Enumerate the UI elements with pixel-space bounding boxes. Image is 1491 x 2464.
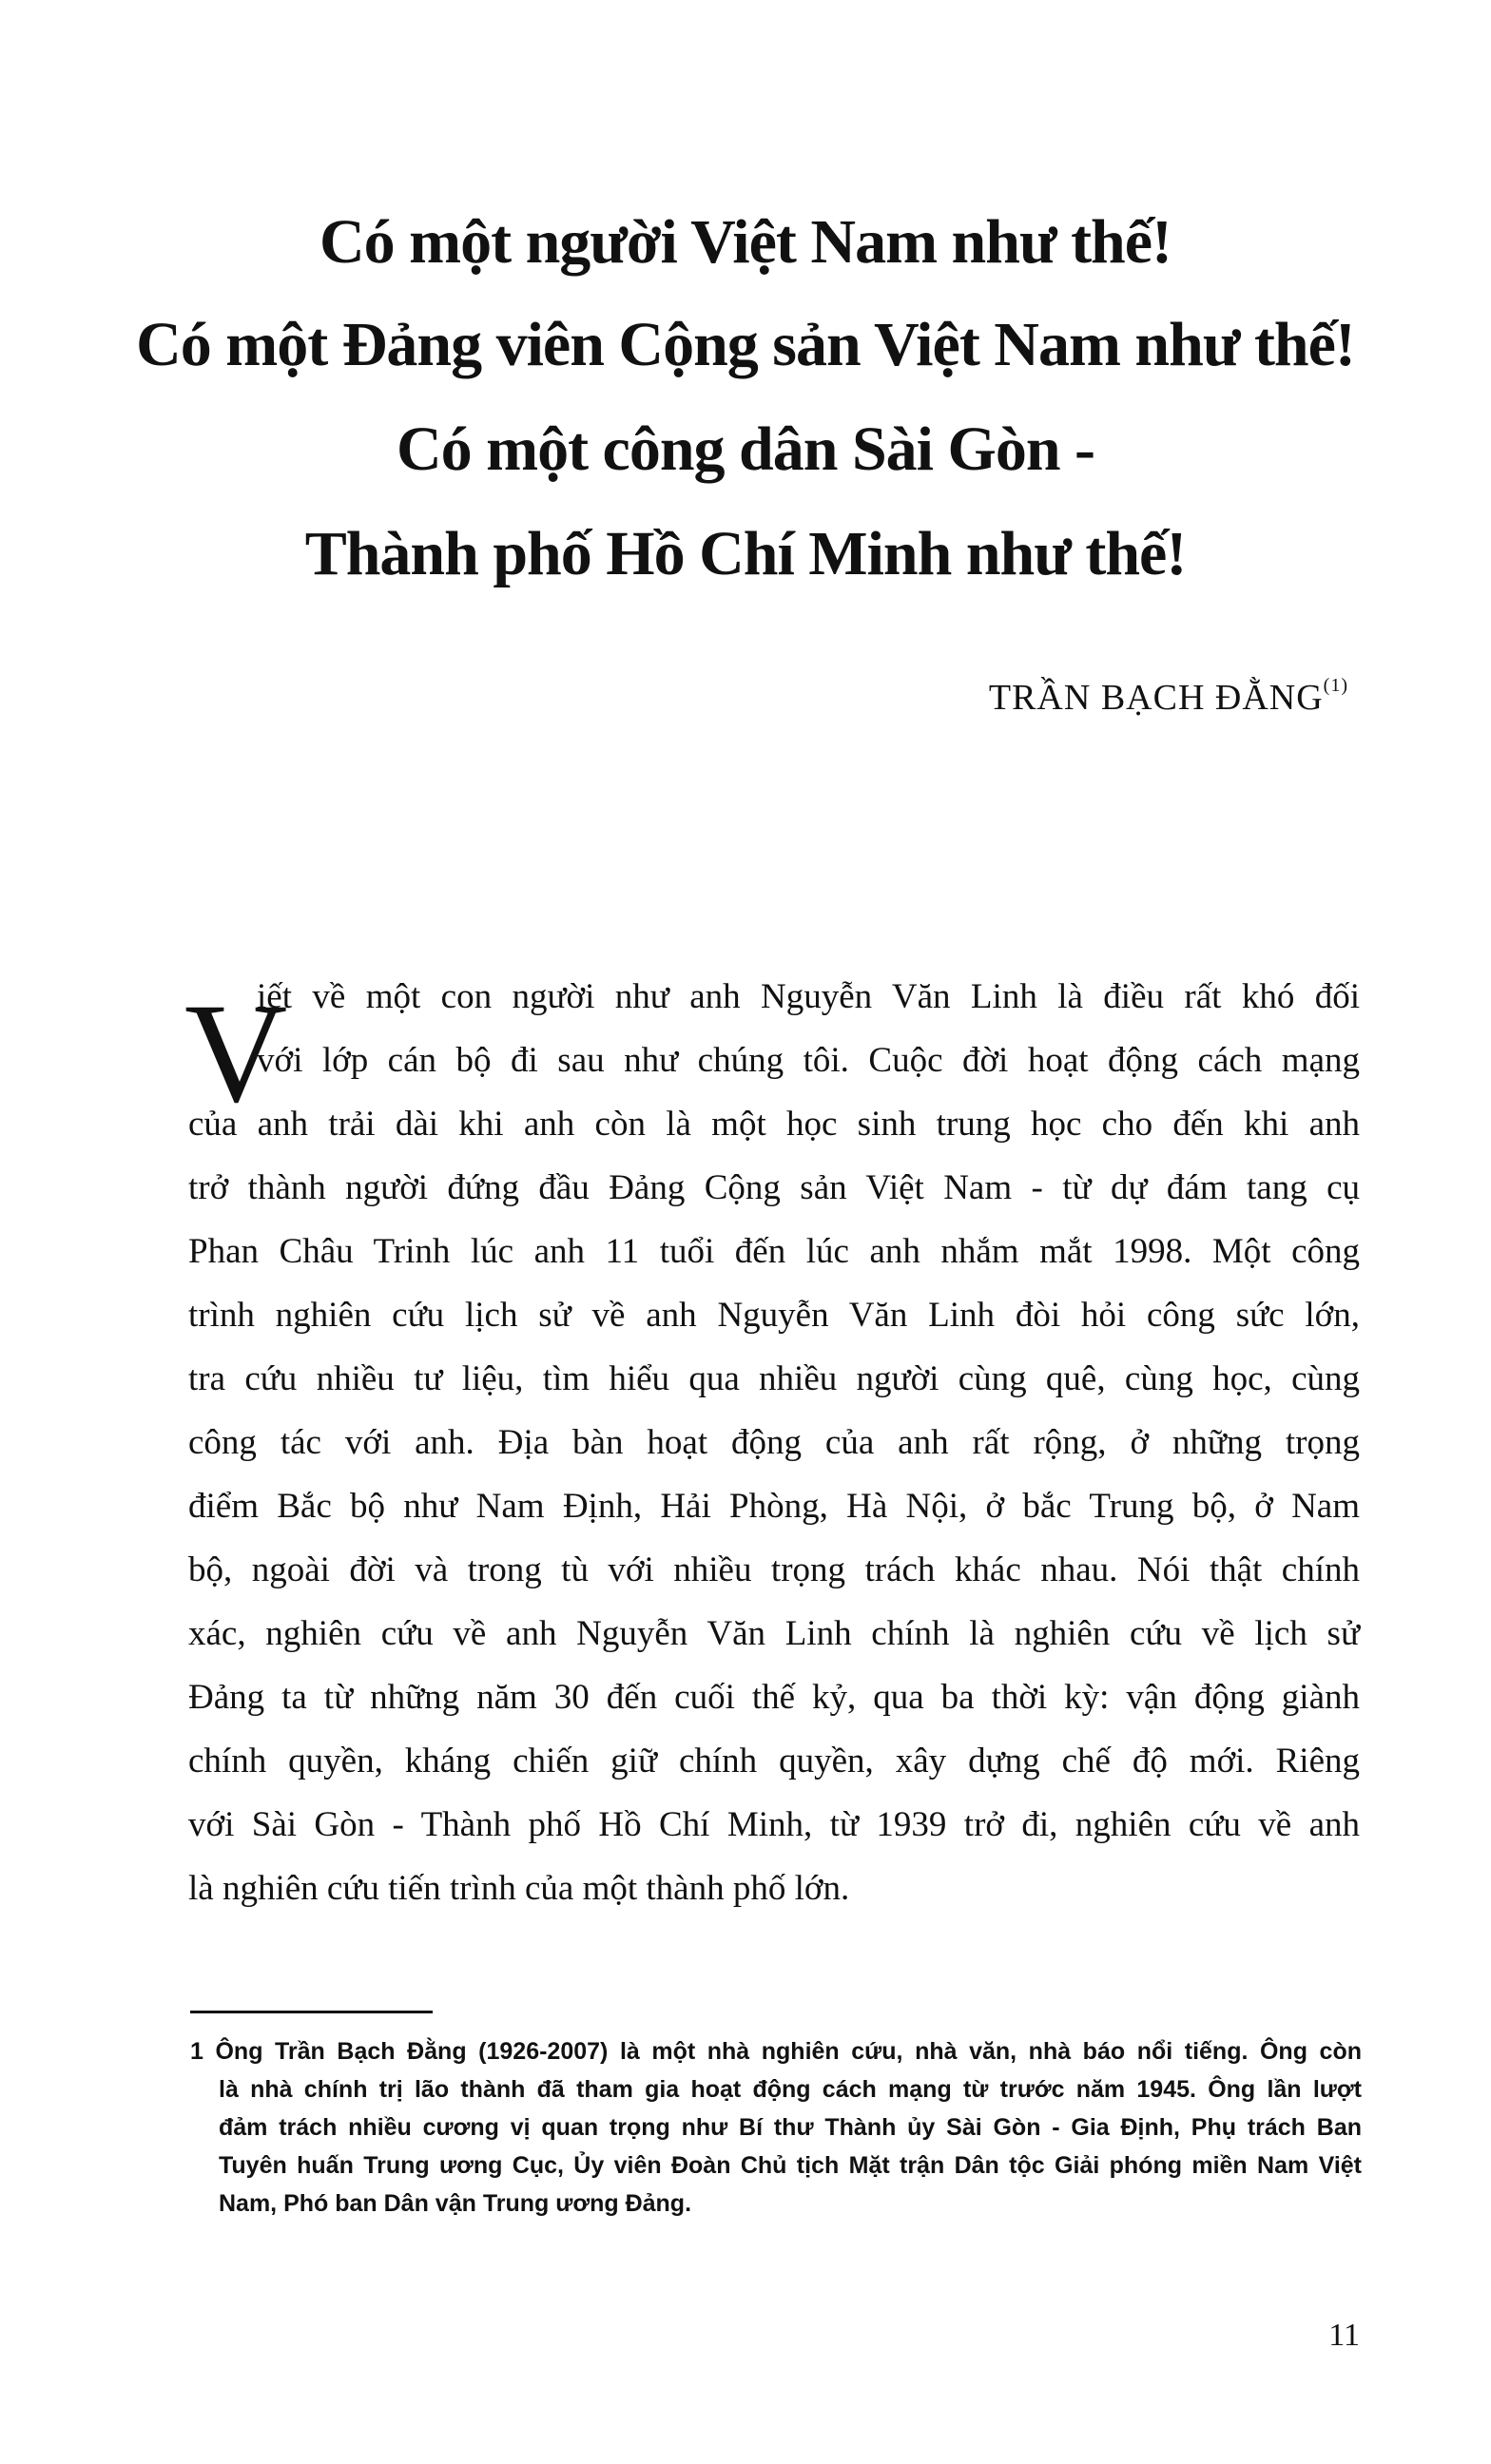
body-line: với lớp cán bộ đi sau như chúng tôi. Cuộc đời hoạt động cách mạng bbox=[257, 1041, 1360, 1080]
footnote bbox=[190, 2032, 1362, 2223]
page-number: 11 bbox=[1328, 2318, 1360, 2353]
body-line: chính quyền, kháng chiến giữ chính quyền, xây dựng chế độ mới. Riêng bbox=[188, 1742, 1360, 1781]
body-text bbox=[184, 965, 1360, 1920]
body-line: trình nghiên cứu lịch sử về anh Nguyễn Văn Linh đòi hỏi công sức lớn, bbox=[188, 1296, 1360, 1335]
title-line-1: Có một người Việt Nam như thế! bbox=[319, 207, 1172, 277]
body-line: với Sài Gòn - Thành phố Hồ Chí Minh, từ 1939 trở đi, nghiên cứu về anh bbox=[188, 1805, 1360, 1844]
body-line: điểm Bắc bộ như Nam Định, Hải Phòng, Hà Nội, ở bắc Trung bộ, ở Nam bbox=[188, 1487, 1360, 1526]
body-line: công tác với anh. Địa bàn hoạt động của anh rất rộng, ở những trọng bbox=[188, 1423, 1360, 1462]
footnote-line: đảm trách nhiều cương vị quan trọng như Bí thư Thành ủy Sài Gòn - Gia Định, Phụ trách Ban bbox=[219, 2114, 1362, 2141]
body-line: Phan Châu Trinh lúc anh 11 tuổi đến lúc anh nhắm mắt 1998. Một công bbox=[188, 1232, 1360, 1271]
footnote-line: là nhà chính trị lão thành đã tham gia hoạt động cách mạng từ trước năm 1945. Ông lần lượt bbox=[219, 2076, 1362, 2103]
body-line: bộ, ngoài đời và trong tù với nhiều trọng trách khác nhau. Nói thật chính bbox=[188, 1550, 1360, 1589]
body-line: iết về một con người như anh Nguyễn Văn Linh là điều rất khó đối bbox=[257, 977, 1360, 1016]
title-line-3: Có một công dân Sài Gòn - bbox=[396, 414, 1095, 484]
footnote-divider bbox=[190, 2011, 433, 2013]
body-line: tra cứu nhiều tư liệu, tìm hiểu qua nhiều người cùng quê, cùng học, cùng bbox=[188, 1359, 1360, 1398]
footnote-line: Tuyên huấn Trung ương Cục, Ủy viên Đoàn Chủ tịch Mặt trận Dân tộc Giải phóng miền Nam Việt bbox=[219, 2152, 1362, 2179]
body-line: trở thành người đứng đầu Đảng Cộng sản Việt Nam - từ dự đám tang cụ bbox=[188, 1168, 1360, 1207]
title-line-4: Thành phố Hồ Chí Minh như thế! bbox=[304, 519, 1187, 588]
footnote-line: 1 Ông Trần Bạch Đằng (1926-2007) là một nhà nghiên cứu, nhà văn, nhà báo nổi tiếng. Ông còn bbox=[190, 2038, 1362, 2065]
footnote-ref: (1) bbox=[1323, 675, 1348, 696]
body-line: xác, nghiên cứu về anh Nguyễn Văn Linh chính là nghiên cứu về lịch sử bbox=[188, 1614, 1360, 1653]
body-line: Đảng ta từ những năm 30 đến cuối thế kỷ, qua ba thời kỳ: vận động giành bbox=[188, 1678, 1360, 1717]
drop-cap: V bbox=[184, 974, 288, 1132]
body-line: là nghiên cứu tiến trình của một thành phố lớn. bbox=[188, 1869, 850, 1908]
title-line-2: Có một Đảng viên Cộng sản Việt Nam như thế! bbox=[136, 310, 1355, 379]
author-name: TRẦN BẠCH ĐẰNG bbox=[988, 678, 1324, 718]
author-byline bbox=[989, 677, 1348, 719]
footnote-line: Nam, Phó ban Dân vận Trung ương Đảng. bbox=[219, 2190, 692, 2217]
body-line: của anh trải dài khi anh còn là một học sinh trung học cho đến khi anh bbox=[188, 1105, 1360, 1144]
